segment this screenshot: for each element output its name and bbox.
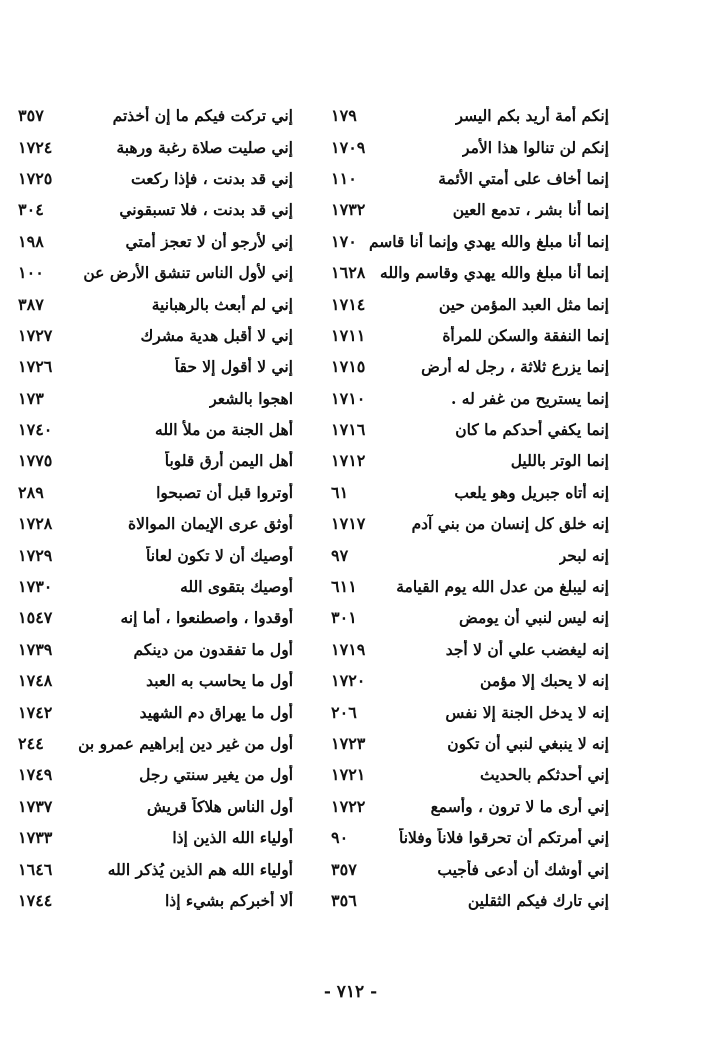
entry-number: ١٧٢٩	[18, 545, 53, 565]
entry-number: ١٧١٧	[331, 514, 366, 534]
entry-number: ٣٥٧	[18, 106, 44, 126]
right-column	[331, 100, 609, 916]
index-entry	[18, 257, 293, 288]
entry-text: أوصيك أن لا تكون لعاناً	[145, 545, 293, 565]
index-entry	[18, 728, 293, 759]
entry-text: إنه خلق كل إنسان من بني آدم	[411, 514, 609, 534]
entry-text: إنما أنا مبلغ والله يهدي وإنما أنا قاسم	[368, 231, 609, 251]
entry-number: ٩٠	[331, 828, 349, 848]
entry-text: إني لأرجو أن لا تعجز أمتي	[125, 231, 293, 251]
entry-number: ١٧١٠	[331, 388, 366, 408]
entry-text: إني لم أبعث بالرهبانية	[151, 294, 293, 314]
index-entry	[331, 539, 609, 570]
entry-text: أهل الجنة من ملأ الله	[155, 420, 293, 440]
entry-text: إنه لا يدخل الجنة إلا نفس	[445, 702, 609, 722]
entry-number: ٣٥٦	[331, 890, 357, 910]
entry-number: ١٥٤٧	[18, 608, 53, 628]
entry-text: إنما يكفي أحدكم ما كان	[455, 420, 609, 440]
entry-number: ١٧٤٠	[18, 420, 53, 440]
index-entry	[18, 571, 293, 602]
entry-text: أوتروا قبل أن تصبحوا	[156, 482, 293, 502]
entry-number: ١٧١٦	[331, 420, 366, 440]
entry-text: إني أمرتكم أن تحرقوا فلاناً وفلاناً	[398, 828, 609, 848]
index-entry	[331, 791, 609, 822]
index-entry	[18, 477, 293, 508]
entry-number: ١٧٢٧	[18, 325, 53, 345]
entry-text: إني أحدثكم بالحديث	[480, 765, 609, 785]
index-entry	[18, 696, 293, 727]
index-entry	[331, 288, 609, 319]
entry-text: إنما يزرع ثلاثة ، رجل له أرض	[421, 357, 609, 377]
index-entry	[18, 853, 293, 884]
index-entry	[18, 163, 293, 194]
index-entry	[331, 571, 609, 602]
entry-text: إنكم أمة أريد بكم اليسر	[455, 106, 609, 126]
entry-number: ١٦٢٨	[331, 263, 366, 283]
entry-number: ١٧٢١	[331, 765, 366, 785]
index-entry	[18, 885, 293, 916]
index-entry	[18, 634, 293, 665]
index-entry	[331, 728, 609, 759]
entry-number: ١٧٤٤	[18, 890, 53, 910]
entry-number: ١٧١١	[331, 325, 366, 345]
index-entry	[331, 131, 609, 162]
index-entry	[331, 414, 609, 445]
index-entry	[331, 665, 609, 696]
entry-text: إنكم لن تنالوا هذا الأمر	[462, 137, 609, 157]
index-entry	[331, 163, 609, 194]
index-entry	[18, 351, 293, 382]
entry-text: إني قد بدنت ، فإذا ركعت	[131, 168, 293, 188]
entry-number: ١٧٣٢	[331, 200, 366, 220]
entry-number: ٣٠٤	[18, 200, 44, 220]
index-entry	[18, 100, 293, 131]
index-entry	[18, 445, 293, 476]
entry-number: ١٧٤٩	[18, 765, 53, 785]
entry-text: إني تارك فيكم الثقلين	[467, 890, 609, 910]
entry-text: إني صليت صلاة رغبة ورهبة	[116, 137, 293, 157]
entry-text: إنما النفقة والسكن للمرأة	[442, 325, 609, 345]
entry-number: ١٧٠	[331, 231, 357, 251]
entry-text: أول ما تفقدون من دينكم	[133, 639, 293, 659]
entry-number: ١١٠	[331, 168, 357, 188]
entry-text: أولياء الله هم الذين يُذكر الله	[107, 859, 293, 879]
entry-text: إني قد بدنت ، فلا تسبقوني	[119, 200, 293, 220]
entry-number: ١٧٣٠	[18, 577, 53, 597]
index-entry	[331, 508, 609, 539]
entry-number: ١٧٢٤	[18, 137, 53, 157]
page-number: - ٧١٢ -	[323, 982, 378, 1002]
index-entry	[18, 759, 293, 790]
entry-text: اهجوا بالشعر	[209, 388, 293, 408]
entry-text: إنه لا ينبغي لنبي أن تكون	[447, 734, 609, 753]
index-entry	[331, 226, 609, 257]
entry-text: إنما أنا مبلغ والله يهدي وقاسم والله	[380, 263, 609, 283]
entry-number: ٢٠٦	[331, 702, 357, 722]
entry-text: إنه لبحر	[558, 545, 609, 565]
entry-text: أوثق عرى الإيمان الموالاة	[128, 514, 293, 534]
entry-number: ١٩٨	[18, 231, 44, 251]
entry-number: ١٧٧٥	[18, 451, 53, 471]
index-entry	[331, 445, 609, 476]
entry-number: ١٧٠٩	[331, 137, 366, 157]
entry-number: ١٧٢٢	[331, 796, 366, 816]
entry-text: أوصيك بتقوى الله	[180, 577, 293, 597]
entry-text: إني تركت فيكم ما إن أخذتم	[112, 106, 293, 126]
entry-number: ١٧٣٧	[18, 796, 53, 816]
index-entry	[18, 226, 293, 257]
index-entry	[18, 414, 293, 445]
entry-text: أول من غير دين إبراهيم عمرو بن	[78, 734, 293, 753]
index-entry	[331, 477, 609, 508]
index-entry	[18, 131, 293, 162]
index-entry	[331, 257, 609, 288]
entry-text: إني أوشك أن أدعى فأجيب	[437, 859, 609, 879]
entry-number: ١٧٩	[331, 106, 357, 126]
entry-number: ١٧٢٣	[331, 734, 366, 753]
entry-number: ١٧٢٨	[18, 514, 53, 534]
index-entry	[331, 602, 609, 633]
entry-text: إني لأول الناس تنشق الأرض عن	[83, 263, 293, 283]
entry-number: ١٧٢٦	[18, 357, 53, 377]
entry-number: ٦١	[331, 482, 349, 502]
index-entry	[18, 194, 293, 225]
index-entry	[331, 383, 609, 414]
entry-text: إنما الوتر بالليل	[510, 451, 609, 471]
entry-text: أول الناس هلاكاً قريش	[146, 796, 293, 816]
entry-text: إني لا أقول إلا حقاً	[174, 357, 293, 377]
entry-text: إنه ليس لنبي أن يومض	[459, 608, 609, 628]
entry-text: ألا أخبركم بشيء إذا	[164, 890, 293, 910]
index-entry	[18, 320, 293, 351]
entry-text: إنه ليغضب علي أن لا أجد	[445, 639, 609, 659]
index-entry	[331, 100, 609, 131]
entry-number: ١٧٤٢	[18, 702, 53, 722]
index-entry	[18, 665, 293, 696]
entry-number: ٢٨٩	[18, 482, 44, 502]
entry-text: أول ما يهراق دم الشهيد	[139, 702, 293, 722]
index-entry	[331, 853, 609, 884]
entry-text: إنما أنا بشر ، تدمع العين	[452, 200, 609, 220]
entry-number: ٩٧	[331, 545, 349, 565]
entry-text: أول من يغير سنتي رجل	[139, 765, 293, 785]
index-entry	[18, 383, 293, 414]
index-entry	[331, 634, 609, 665]
entry-text: إنما يستريح من غفر له .	[450, 388, 609, 408]
entry-number: ١٧١٤	[331, 294, 366, 314]
entry-text: إني أرى ما لا ترون ، وأسمع	[430, 796, 609, 816]
entry-number: ١٧٢٥	[18, 168, 53, 188]
entry-number: ٢٤٤	[18, 734, 44, 753]
entry-text: إنه ليبلغ من عدل الله يوم القيامة	[396, 577, 609, 597]
index-entry	[331, 822, 609, 853]
entry-text: أولياء الله الذين إذا	[172, 828, 293, 848]
index-entry	[18, 539, 293, 570]
entry-text: إنما أخاف على أمتي الأئمة	[438, 168, 609, 188]
entry-number: ١٧١٢	[331, 451, 366, 471]
entry-number: ١٧٣٣	[18, 828, 53, 848]
entry-number: ٦١١	[331, 577, 357, 597]
entry-text: إنه لا يحبك إلا مؤمن	[480, 671, 609, 691]
entry-number: ٣٨٧	[18, 294, 44, 314]
entry-text: أوقدوا ، واصطنعوا ، أما إنه	[120, 608, 293, 628]
index-entry	[18, 791, 293, 822]
index-entry	[18, 602, 293, 633]
index-entry	[18, 822, 293, 853]
entry-number: ١٦٤٦	[18, 859, 53, 879]
entry-number: ١٠٠	[18, 263, 44, 283]
entry-number: ١٧١٥	[331, 357, 366, 377]
index-entry	[331, 885, 609, 916]
entry-number: ١٧١٩	[331, 639, 366, 659]
entry-number: ١٧٣٩	[18, 639, 53, 659]
entry-text: أول ما يحاسب به العبد	[146, 671, 293, 691]
index-entry	[331, 194, 609, 225]
index-entry	[18, 288, 293, 319]
entry-text: إنه أتاه جبريل وهو يلعب	[454, 482, 609, 502]
entry-text: إني لا أقبل هدية مشرك	[140, 325, 293, 345]
entry-number: ٣٥٧	[331, 859, 357, 879]
entry-number: ١٧٢٠	[331, 671, 366, 691]
index-entry	[331, 320, 609, 351]
index-entry	[331, 696, 609, 727]
entry-text: إنما مثل العبد المؤمن حين	[438, 294, 609, 314]
entry-text: أهل اليمن أرق قلوباً	[164, 451, 293, 471]
left-column	[18, 100, 293, 916]
entry-number: ٣٠١	[331, 608, 357, 628]
index-entry	[331, 351, 609, 382]
entry-number: ١٧٣	[18, 388, 44, 408]
entry-number: ١٧٤٨	[18, 671, 53, 691]
index-entry	[331, 759, 609, 790]
index-entry	[18, 508, 293, 539]
